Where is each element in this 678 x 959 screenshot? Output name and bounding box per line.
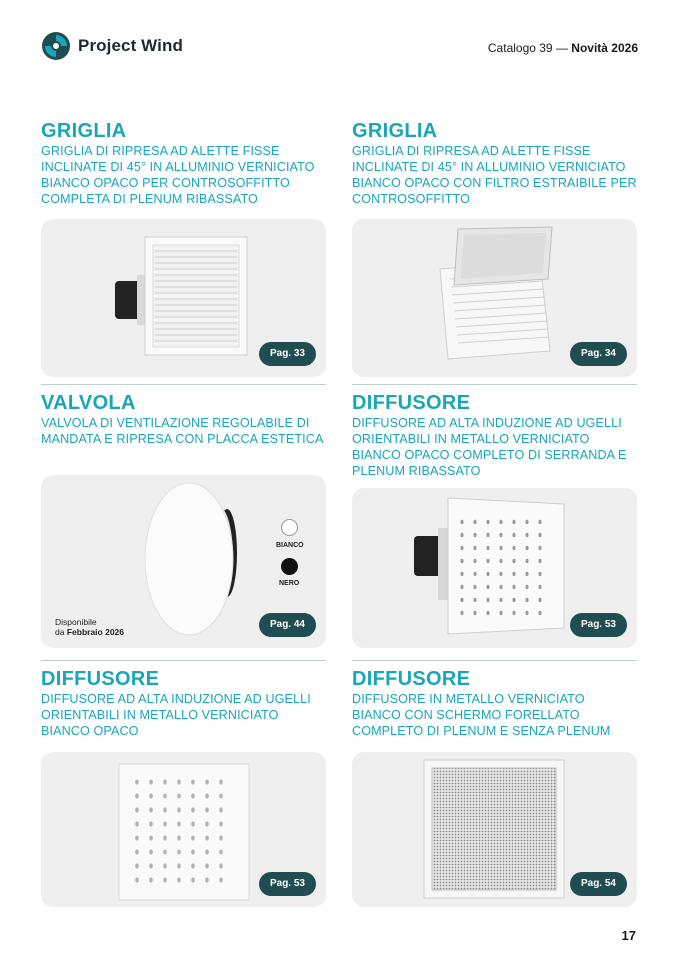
nozzle-dot [205,835,209,840]
nozzle-dot [191,779,195,784]
nozzle-dot [525,533,528,537]
nozzle-dot [486,520,489,524]
nozzle-dot [460,572,463,576]
nozzle-dot [499,611,502,615]
nozzle-dot [191,835,195,840]
color-label-black: NERO [279,580,300,587]
nozzle-dot [205,793,209,798]
nozzle-dot [191,821,195,826]
availability-date: Febbraio 2026 [66,627,125,637]
page-ref-badge[interactable]: Pag. 53 [259,872,316,896]
project-wind-logo-icon [40,30,72,62]
product-diffusore-53b-text [41,668,326,739]
product-card-diffusore-53b[interactable] [41,752,326,907]
nozzle-dot [219,835,223,840]
product-description: GRIGLIA DI RIPRESA AD ALETTE FISSE INCLINATE DI 45° IN ALLUMINIO VERNICIATO BIANCO OPACO CON FILTRO ESTRAIBILE PER CONTROSOFFITTO [352,144,637,206]
product-title: GRIGLIA [41,120,127,142]
nozzle-dot [512,611,515,615]
nozzle-dot [191,849,195,854]
product-card-diffusore-53a[interactable] [352,488,637,648]
nozzle-dot [163,821,167,826]
nozzle-dot [219,877,223,882]
availability-line1: Disponibile [55,617,97,627]
nozzle-dot [538,611,541,615]
nozzle-dot [177,793,181,798]
catalog-new-badge: Novità 2026 [571,41,638,55]
nozzle-dot [191,877,195,882]
nozzle-dot [499,559,502,563]
product-description: GRIGLIA DI RIPRESA AD ALETTE FISSE INCLINATE DI 45° IN ALLUMINIO VERNICIATO BIANCO OPACO PER CONTROSOFFITTO COMPLETA DI PLENUM RIBASSATO [41,144,315,206]
nozzle-dot [538,598,541,602]
nozzle-dot [460,533,463,537]
nozzle-dot [149,793,153,798]
product-description: DIFFUSORE IN METALLO VERNICIATO BIANCO CON SCHERMO FORELLATO COMPLETO DI PLENUM E SENZA PLENUM [352,692,611,738]
nozzle-dot [205,779,209,784]
product-card-griglia-33[interactable] [41,219,326,377]
nozzle-dot [219,863,223,868]
nozzle-dot [135,807,139,812]
nozzle-dot [149,877,153,882]
nozzle-dot [473,546,476,550]
product-griglia-33-text [41,120,326,207]
product-title: DIFFUSORE [352,668,471,690]
nozzle-dot [512,572,515,576]
availability-note [55,617,124,637]
product-title: DIFFUSORE [41,668,160,690]
brand-name: Project Wind [78,36,183,55]
nozzle-dot [219,807,223,812]
section-divider [41,384,326,385]
nozzle-dot [177,807,181,812]
nozzle-dot [499,598,502,602]
page-ref-badge[interactable]: Pag. 54 [570,872,627,896]
nozzle-dot [205,849,209,854]
nozzle-dot [512,520,515,524]
nozzle-dot [205,807,209,812]
nozzle-dot [460,585,463,589]
nozzle-dot [460,546,463,550]
product-title: GRIGLIA [352,120,438,142]
nozzle-dot [460,520,463,524]
nozzle-dot [473,611,476,615]
nozzle-dot [499,520,502,524]
nozzle-dot [486,598,489,602]
product-card-diffusore-54[interactable] [352,752,637,907]
nozzle-dot [473,598,476,602]
product-diffusore-54-text [352,668,637,739]
nozzle-dot [177,877,181,882]
nozzle-dot [149,849,153,854]
nozzle-dot [149,779,153,784]
catalog-label [488,41,638,55]
nozzle-dot [135,849,139,854]
nozzle-dot [163,863,167,868]
nozzle-dot [525,546,528,550]
availability-prefix: da [55,627,65,637]
nozzle-dot [512,559,515,563]
nozzle-dot [525,559,528,563]
product-title: DIFFUSORE [352,392,471,414]
catalog-number: Catalogo 39 — [487,41,568,55]
nozzle-dot [135,821,139,826]
nozzle-dot [177,849,181,854]
nozzle-dot [486,546,489,550]
nozzle-dot [135,877,139,882]
product-title: VALVOLA [41,392,136,414]
nozzle-dot [191,793,195,798]
product-description: VALVOLA DI VENTILAZIONE REGOLABILE DI MANDATA E RIPRESA CON PLACCA ESTETICA [41,416,324,446]
nozzle-dot [499,546,502,550]
nozzle-dot [486,611,489,615]
nozzle-dot [219,793,223,798]
nozzle-dot [486,559,489,563]
nozzle-dot [486,533,489,537]
nozzle-dot [512,533,515,537]
nozzle-dot [149,821,153,826]
color-label-white: BIANCO [276,542,304,549]
nozzle-dot [205,821,209,826]
nozzle-dot [473,520,476,524]
page-number: 17 [621,928,636,943]
section-divider [352,660,637,661]
nozzle-dot [135,779,139,784]
nozzle-dot [149,863,153,868]
nozzle-dot [538,533,541,537]
nozzle-dot [149,835,153,840]
nozzle-dot [205,863,209,868]
section-divider [352,384,637,385]
nozzle-dot [163,835,167,840]
nozzle-dot [135,793,139,798]
nozzle-dot [177,779,181,784]
nozzle-dot [538,585,541,589]
section-divider [41,660,326,661]
nozzle-dot [486,572,489,576]
nozzle-dot [163,807,167,812]
product-diffusore-53a-text [352,392,637,479]
product-description: DIFFUSORE AD ALTA INDUZIONE AD UGELLI ORIENTABILI IN METALLO VERNICIATO BIANCO OPACO COMPLETO DI SERRANDA E PLENUM RIBASSATO [352,416,627,478]
nozzle-dot [512,585,515,589]
nozzle-dot [219,849,223,854]
color-swatch-black [281,558,298,575]
nozzle-dot [538,520,541,524]
nozzle-dot [499,533,502,537]
nozzle-dot [486,585,489,589]
product-card-griglia-34[interactable] [352,219,637,377]
nozzle-dot [219,821,223,826]
nozzle-dot [499,585,502,589]
page-ref-badge[interactable]: Pag. 44 [259,613,316,637]
page-ref-badge[interactable]: Pag. 53 [570,613,627,637]
nozzle-dot [191,863,195,868]
nozzle-dot [525,611,528,615]
nozzle-dot [149,807,153,812]
nozzle-dot [473,559,476,563]
nozzle-dot [191,807,195,812]
product-valvola-text [41,392,326,447]
nozzle-dot [163,877,167,882]
nozzle-dot [473,533,476,537]
nozzle-dot [205,877,209,882]
nozzle-dot [512,598,515,602]
product-griglia-34-text [352,120,637,207]
nozzle-dot [460,559,463,563]
nozzle-dot [499,572,502,576]
nozzle-dot [135,863,139,868]
nozzle-dot [525,520,528,524]
nozzle-dot [177,863,181,868]
page-ref-badge[interactable]: Pag. 33 [259,342,316,366]
nozzle-dot [219,779,223,784]
nozzle-dot [460,611,463,615]
page-ref-badge[interactable]: Pag. 34 [570,342,627,366]
page-header [40,30,638,64]
nozzle-dot [163,793,167,798]
nozzle-dot [473,585,476,589]
nozzle-dot [163,849,167,854]
nozzle-dot [177,835,181,840]
color-swatch-white [281,519,298,536]
brand-logo [40,30,183,62]
nozzle-dot [525,585,528,589]
product-card-valvola[interactable] [41,475,326,648]
nozzle-dot [538,572,541,576]
nozzle-dot [460,598,463,602]
nozzle-dot [177,821,181,826]
nozzle-dot [135,835,139,840]
nozzle-dot [525,598,528,602]
nozzle-dot [512,546,515,550]
nozzle-dot [538,559,541,563]
product-description: DIFFUSORE AD ALTA INDUZIONE AD UGELLI ORIENTABILI IN METALLO VERNICIATO BIANCO OPACO [41,692,311,738]
nozzle-dot [163,779,167,784]
nozzle-dot [473,572,476,576]
nozzle-dot [525,572,528,576]
nozzle-dot [538,546,541,550]
